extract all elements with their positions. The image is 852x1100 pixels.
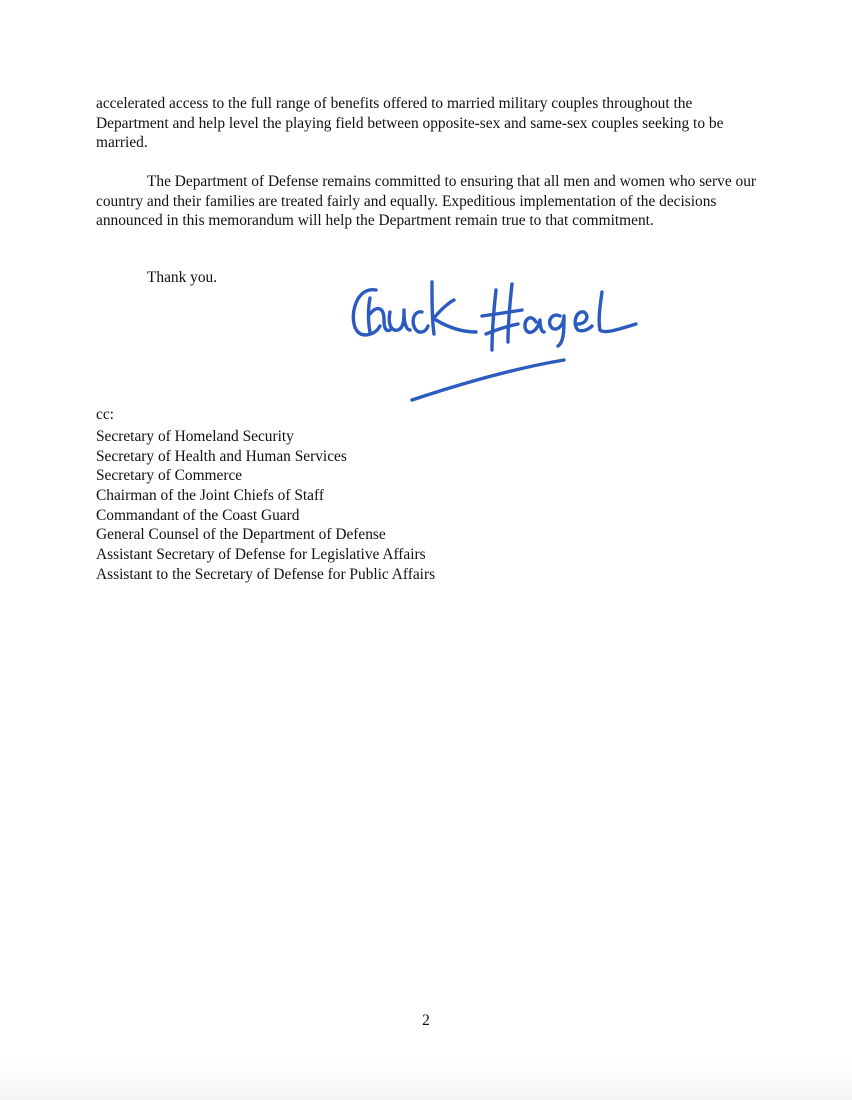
signature-image xyxy=(346,272,646,407)
page-number: 2 xyxy=(422,1012,430,1029)
cc-recipient: Secretary of Commerce xyxy=(96,467,243,485)
closing-line: Thank you. xyxy=(147,269,218,286)
cc-recipient: Assistant to the Secretary of Defense for Public Affairs xyxy=(96,565,436,583)
cc-recipient: Assistant Secretary of Defense for Legislative Affairs xyxy=(96,546,426,564)
cc-block xyxy=(96,405,435,585)
body-paragraph-continued: accelerated access to the full range of benefits offered to married military couples throughout the Department and help level the playing field between opposite-sex and same-sex couples seeking to be married. xyxy=(96,95,724,152)
cc-recipient: Secretary of Health and Human Services xyxy=(96,447,347,465)
cc-recipient: Commandant of the Coast Guard xyxy=(96,506,300,524)
cc-recipient-list xyxy=(96,427,435,585)
cc-recipient: Secretary of Homeland Security xyxy=(96,428,294,445)
body-paragraph-commitment: The Department of Defense remains committed to ensuring that all men and women who serve our country and their families are treated fairly and equally. Expeditious implementation of the decisions announced in this memorandum will help the Department remain true to that commitment. xyxy=(96,173,757,230)
cc-recipient: Chairman of the Joint Chiefs of Staff xyxy=(96,487,324,505)
cc-recipient: General Counsel of the Department of Defense xyxy=(96,526,386,544)
cc-label: cc: xyxy=(96,406,114,423)
scan-shadow xyxy=(0,1060,852,1100)
